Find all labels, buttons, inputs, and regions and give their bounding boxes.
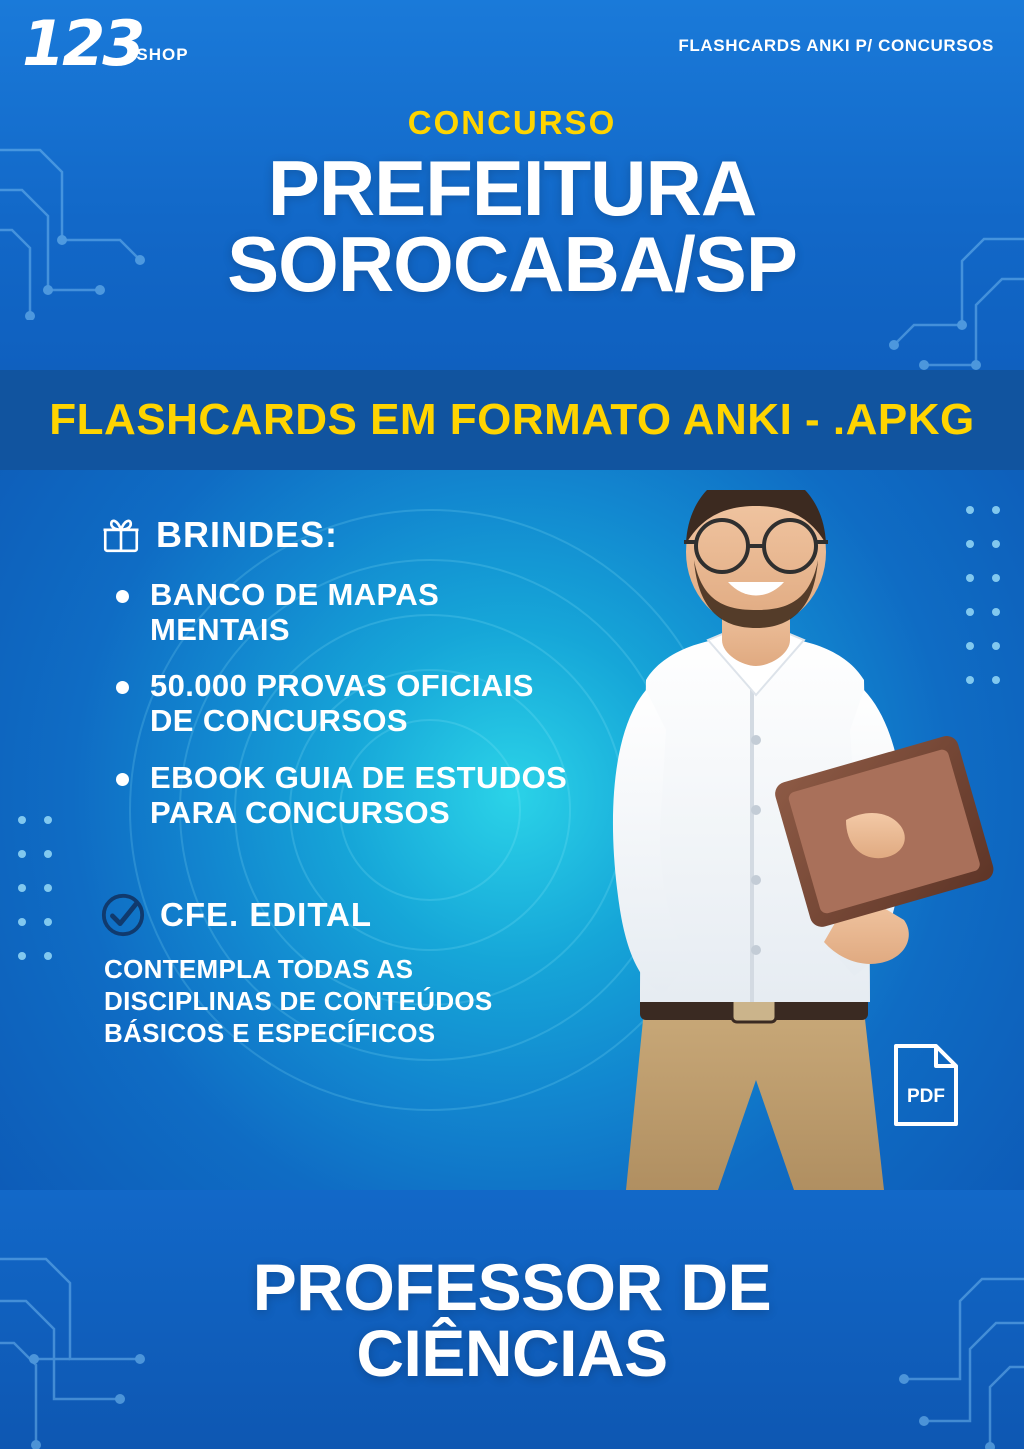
header-tagline: FLASHCARDS ANKI P/ CONCURSOS [678, 36, 994, 55]
circuit-decoration-bottom-right [844, 1249, 1024, 1449]
check-circle-icon [100, 892, 146, 938]
list-item: BANCO DE MAPAS MENTAIS [108, 578, 570, 647]
list-item: 50.000 PROVAS OFICIAIS DE CONCURSOS [108, 669, 570, 738]
kicker-label: CONCURSO [407, 104, 617, 141]
benefits-panel [100, 514, 570, 1049]
dot-grid-left [14, 810, 74, 990]
brindes-label: BRINDES: [156, 514, 339, 555]
edital-description: CONTEMPLA TODAS AS DISCIPLINAS DE CONTEÚDOS BÁSICOS E ESPECÍFICOS [104, 954, 493, 1048]
brindes-list [108, 578, 570, 830]
svg-text:PDF: PDF [907, 1086, 945, 1107]
poster-header [0, 0, 1024, 370]
poster-footer [0, 1190, 1024, 1449]
brand-logo-number: 123 [22, 7, 143, 80]
role-title [252, 1249, 772, 1390]
circuit-decoration-top-right [844, 215, 1024, 370]
list-item: EBOOK GUIA DE ESTUDOS PARA CONCURSOS [108, 761, 570, 830]
circuit-decoration-top-left [0, 120, 190, 320]
gift-icon [100, 514, 142, 556]
brand-logo [22, 7, 189, 80]
poster-body [0, 470, 1024, 1190]
edital-header [100, 892, 570, 938]
role-title-line-2: CIÊNCIAS [356, 1315, 668, 1390]
format-band [0, 370, 1024, 470]
circuit-decoration-bottom-left [0, 1239, 200, 1449]
role-title-line-1: PROFESSOR DE [252, 1249, 772, 1324]
page-title-line-2: SOROCABA/SP [227, 220, 797, 309]
format-band-text: FLASHCARDS EM FORMATO ANKI - .APKG [49, 395, 975, 444]
brand-logo-word: SHOP [136, 44, 189, 64]
pdf-file-icon [890, 1042, 962, 1128]
page-title-line-1: PREFEITURA [267, 144, 757, 232]
brindes-header [100, 514, 570, 556]
edital-label: CFE. EDITAL [160, 896, 373, 934]
